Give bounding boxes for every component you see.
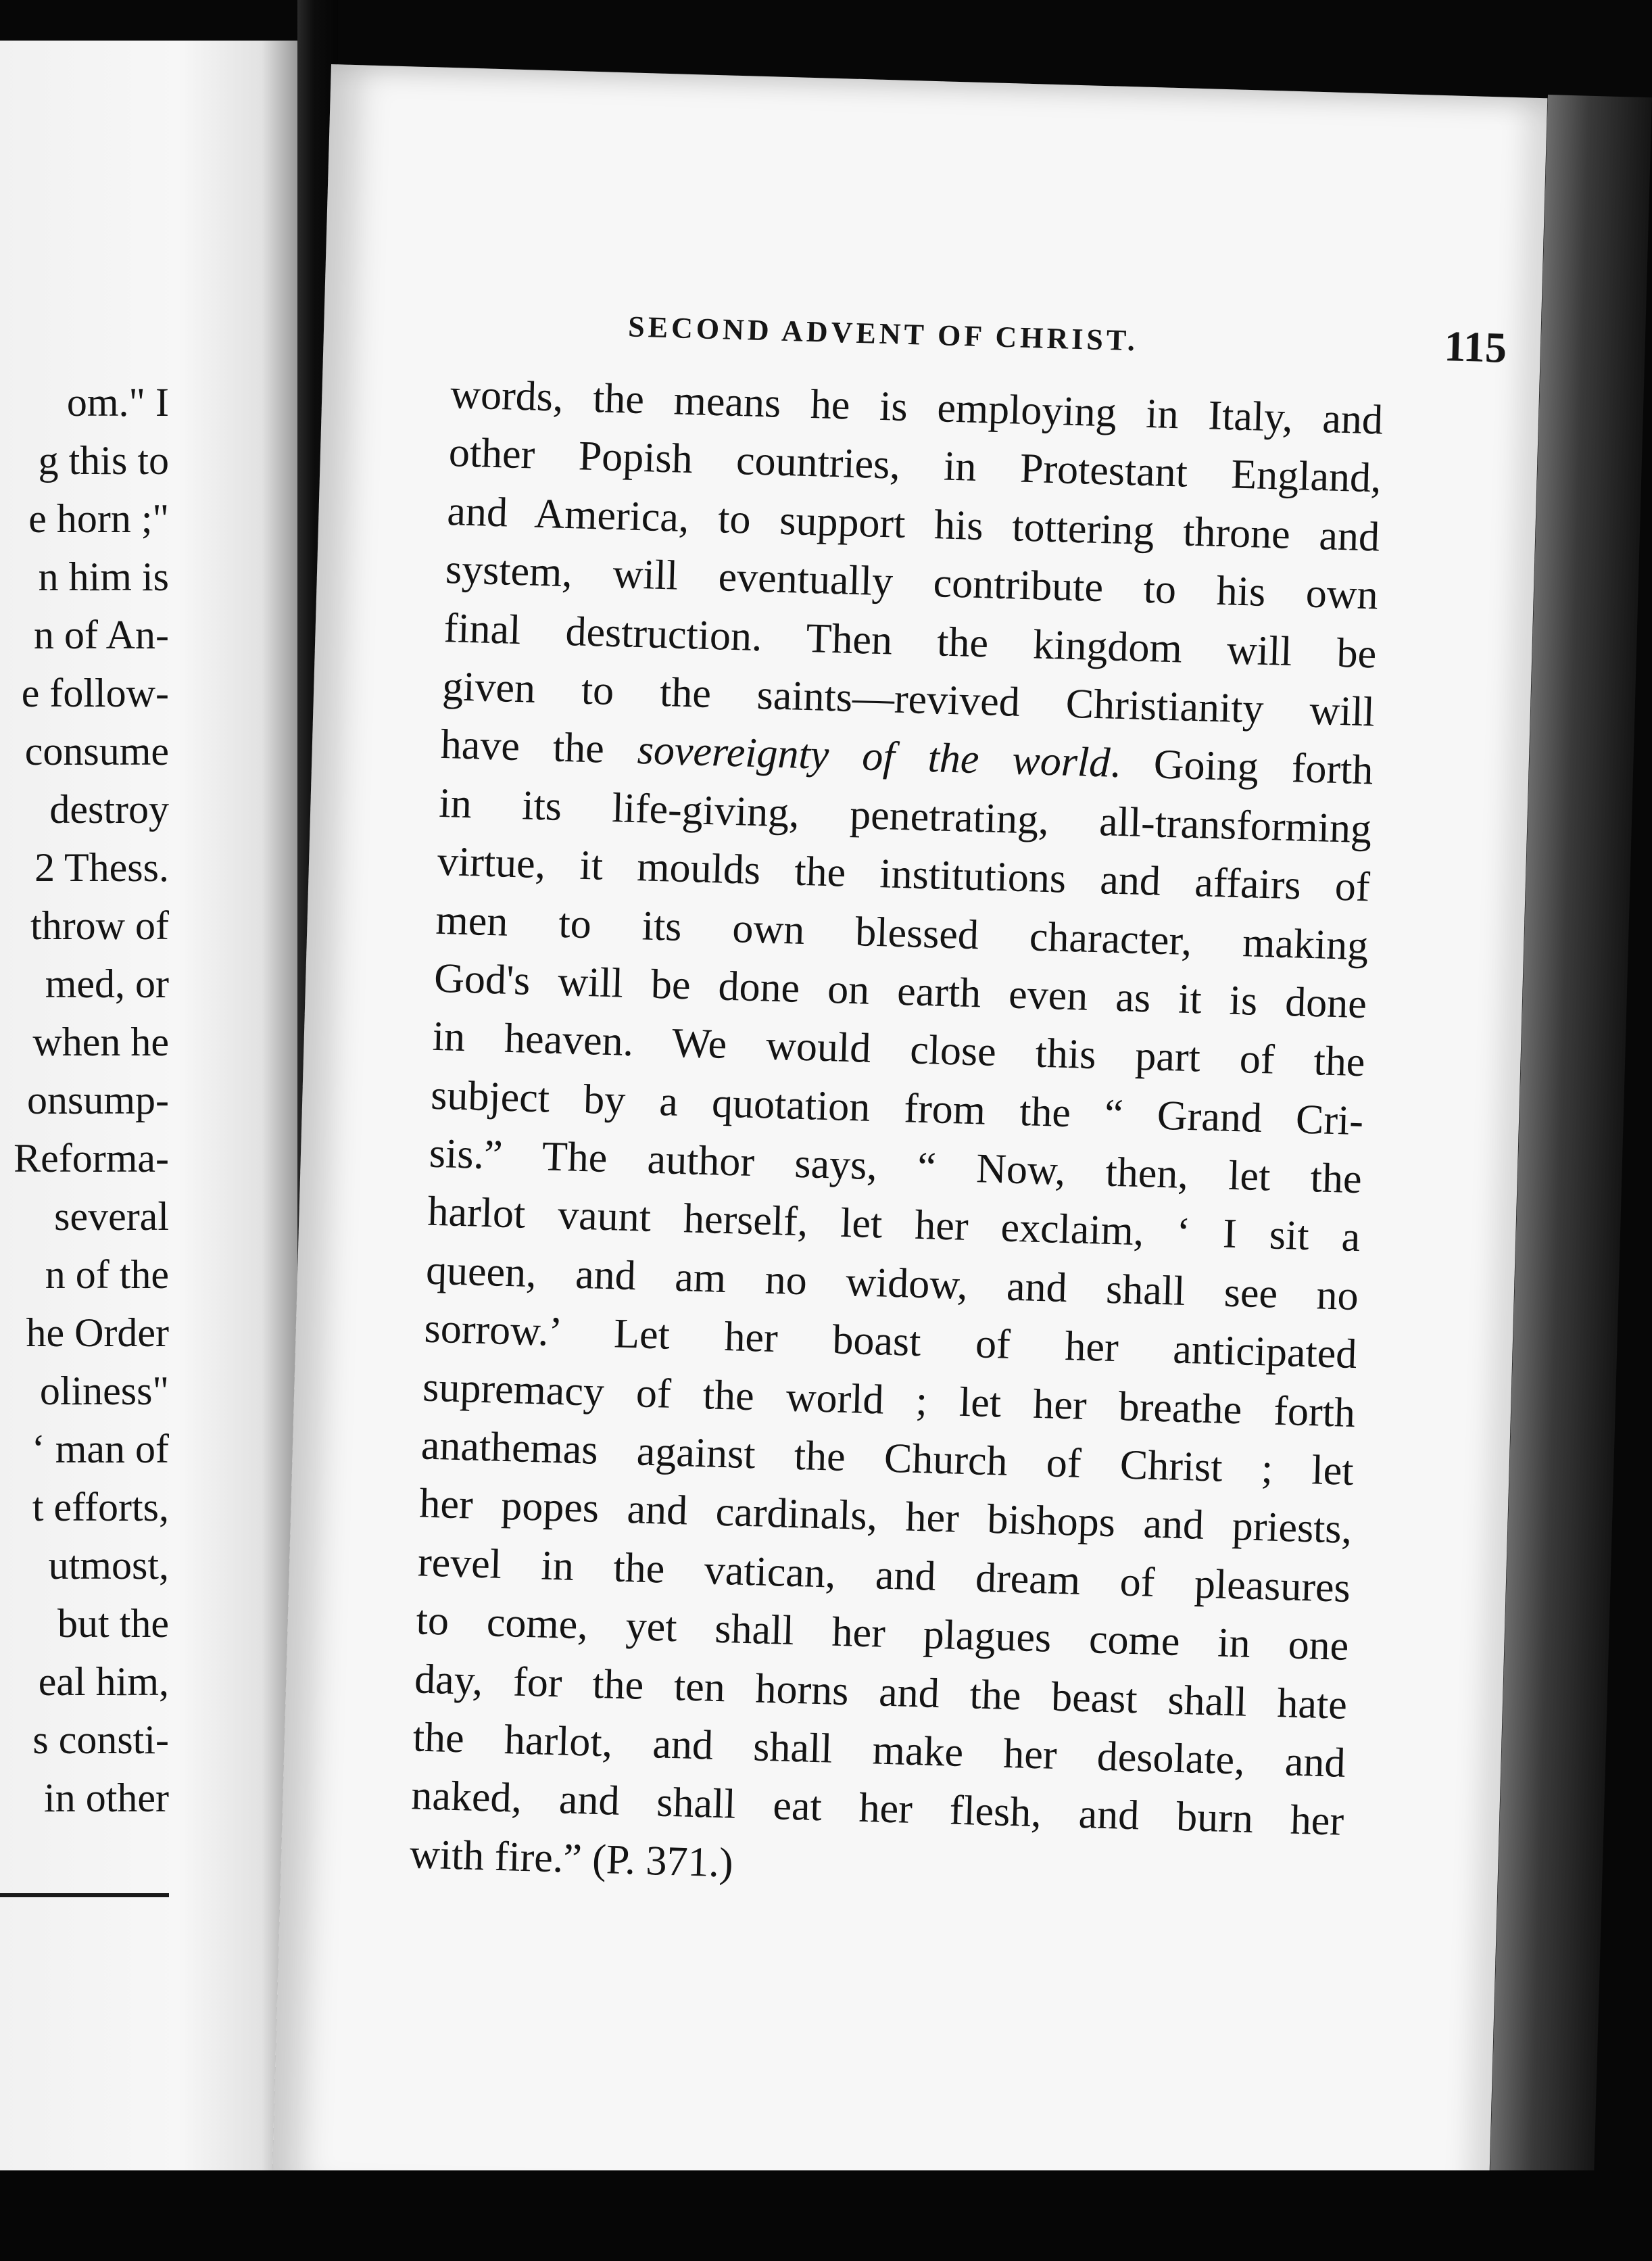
left-page-line: n him is — [38, 554, 169, 599]
text-line: harlot vaunt herself, let her exclaim, ‘ I sit a — [427, 1189, 1361, 1261]
text-line: anathemas against the Church of Christ ; let — [420, 1422, 1355, 1495]
left-page-line: but the — [57, 1601, 169, 1646]
left-page-line: eal him, — [38, 1659, 169, 1704]
text-line: and America, to support his tottering throne and — [446, 487, 1381, 561]
text-line: final destruction. Then the kingdom will be — [443, 604, 1378, 677]
scan-border — [0, 2170, 1652, 2261]
text-line: words, the means he is employing in Italy, and — [450, 371, 1384, 444]
text-line: the harlot, and shall make her desolate, and — [412, 1714, 1346, 1786]
text-line: sorrow.’ Let her boast of her anticipated — [423, 1305, 1358, 1378]
text-line: to come, yet shall her plagues come in one — [415, 1597, 1350, 1670]
running-title: SECOND ADVENT OF CHRIST. — [627, 310, 1139, 358]
text-line: given to the saints—revived Christianity will — [441, 663, 1376, 736]
left-page-text — [0, 373, 169, 1827]
text-line: naked, and shall eat her flesh, and burn her — [410, 1772, 1344, 1845]
text-line: men to its own blessed character, making — [435, 897, 1369, 969]
left-page-line: oliness" — [39, 1368, 169, 1413]
left-page-line: e horn ;" — [28, 496, 169, 541]
text-line: day, for the ten horns and the beast shall hate — [414, 1655, 1348, 1728]
left-page-line: s consti- — [32, 1717, 169, 1762]
left-page-line: onsump- — [27, 1078, 169, 1122]
left-page-line: om." I — [66, 380, 169, 425]
left-page-line: med, or — [45, 961, 169, 1006]
left-page-line: destroy — [49, 787, 169, 832]
left-page-line: Reforma- — [14, 1136, 169, 1181]
text-line: sis.” The author says, “ Now, then, let the — [429, 1130, 1363, 1203]
text-line: queen, and am no widow, and shall see no — [425, 1247, 1359, 1319]
left-page-line: e follow- — [21, 671, 169, 715]
left-page-line: utmost, — [48, 1543, 169, 1588]
text-line: supremacy of the world ; let her breathe forth — [422, 1364, 1356, 1436]
page-number: 115 — [1443, 322, 1507, 372]
text-run: have the — [440, 721, 638, 774]
text-line: revel in the vatican, and dream of pleasures — [417, 1539, 1351, 1611]
text-line: in its life-giving, penetrating, all-transforming — [438, 780, 1372, 853]
left-page-line: in other — [44, 1776, 169, 1820]
body-text — [409, 365, 1384, 1909]
text-line: virtue, it moulds the institutions and affairs of — [437, 838, 1371, 911]
left-page-line: several — [54, 1194, 169, 1239]
left-page-line: when he — [32, 1020, 169, 1064]
left-page — [0, 41, 297, 2170]
text-line: God's will be done on earth even as it is done — [433, 955, 1367, 1028]
left-page-line: t efforts, — [32, 1485, 169, 1529]
left-page-line: n of the — [45, 1252, 169, 1297]
left-page-line: n of An- — [34, 613, 169, 657]
text-line: system, will eventually contribute to his own — [445, 546, 1379, 619]
left-page-line: ‘ man of — [31, 1427, 169, 1471]
left-page-line: consume — [24, 729, 169, 774]
text-line: subject by a quotation from the “ Grand Cri- — [430, 1072, 1364, 1144]
text-line: with fire.” (P. 371.) — [409, 1831, 734, 1886]
left-page-line: g this to — [38, 438, 169, 483]
left-page-rule — [0, 1893, 169, 1897]
text-line: in heaven. We would close this part of the — [431, 1014, 1366, 1086]
italic-phrase: sovereignty of the world — [636, 727, 1111, 786]
left-page-line: 2 Thess. — [34, 845, 169, 890]
text-run: . Going forth — [1109, 740, 1374, 794]
text-line: her popes and cardinals, her bishops and priests, — [418, 1480, 1353, 1553]
left-page-line: he Order — [26, 1310, 169, 1355]
left-page-line: throw of — [30, 903, 169, 948]
right-page — [272, 64, 1547, 2227]
text-line: other Popish countries, in Protestant England, — [448, 429, 1382, 502]
